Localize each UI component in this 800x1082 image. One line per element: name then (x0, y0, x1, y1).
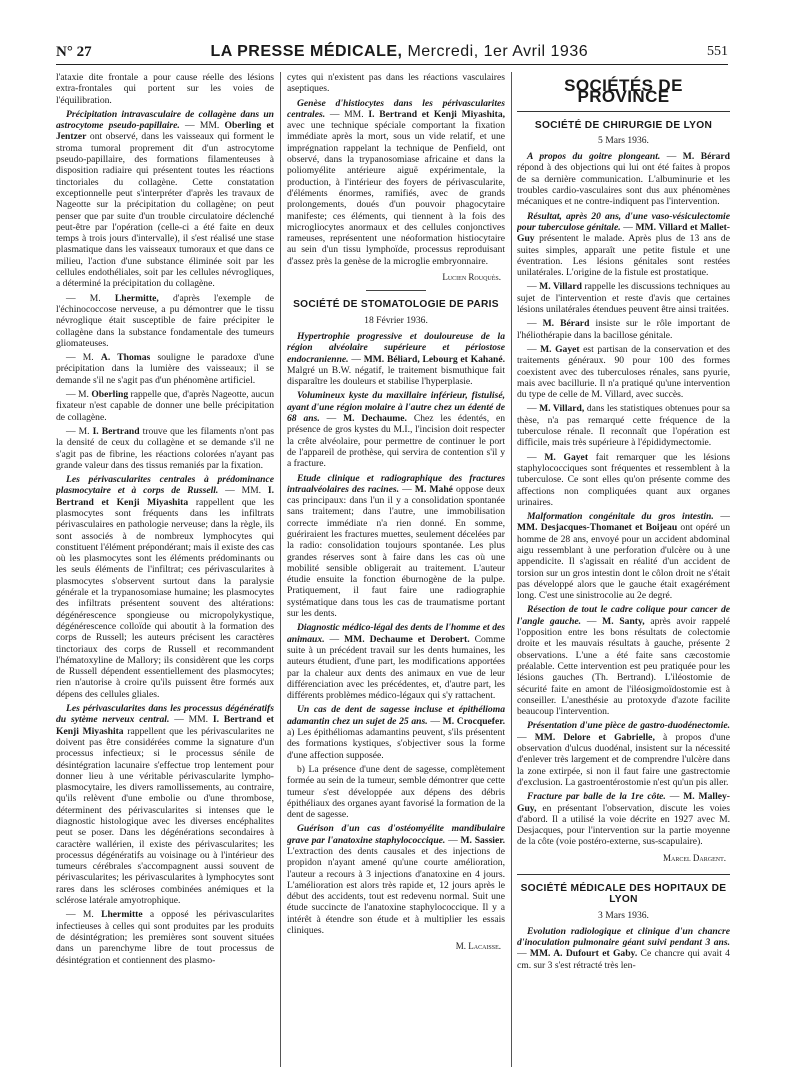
article: Diagnostic médico-légal des dents de l'homme et des animaux. — MM. Dechaume et Derobert. Comme suite à un précédent travail sur les dents humaines, les auteurs étudient, d'une part, les modifications apportées par la chaleur aux dents des animaux en vue de leur différenciation avec les précédentes, et, d'autre part, les différents problèmes médico-légaux qui s'y rattachent. (287, 622, 505, 702)
article-authors: I. Bertrand et Kenji Miyashita (56, 485, 274, 508)
article: Hypertrophie progressive et douloureuse de la région alvéolaire supérieure et périostose endocranienne. — MM. Béliard, Lebourg et Kahané. Malgré un B.W. négatif, le traitement bismuthique fait disparaître les douleurs et stabilise l'hyperplasie. (287, 330, 505, 388)
article-authors: M. Crocquefer. (442, 715, 505, 727)
separator (366, 290, 426, 291)
article-title: Résection de tout le cadre colique pour cancer de l'angle gauche. (517, 604, 730, 627)
article: Un cas de dent de sagesse incluse et épithélioma adamantin chez un sujet de 25 ans. — M. Crocquefer. a) Les épithéliomas adamantins peuvent, s'ils présentent des formations kystiques, s'objectiver sous la forme d'une affection supposée. (287, 704, 505, 761)
article-text: ont observé, dans les vaisseaux qui forment le stroma tumoral proprement dit d'un astrocytome pseudo-papillaire, des formations filamenteuses à disposition radiaire qui présentent toutes les réactions tinctoriales du collagène. Cette constatation exceptionnelle peut s'interpréter d'après les travaux de Nageotte sur la précipitation du collagène; on peut penser que par suite d'un trouble circulatoire déclenché peut-être par l'opération (celle-ci a été faite en deux temps à trois jours d'intervalle), il s'est réalisé une stase plasmatique dans les vaisseaux tumoraux et que dans ce milieu, l'action d'une substance éliminée soit par les cellules endothéliales, soit par les cellules névrogliques, a déterminé la précipitation du collagène. (56, 131, 274, 290)
discussion: — M. Villard rappelle les discussions techniques au sujet de l'intervention et reste d'avis que certaines lésions unilatérales étendues peuvent être ainsi traitées. (517, 281, 730, 316)
article-text: après avoir rappelé l'opposition entre les bons résultats de colectomie droite et les mauvais résultats à gauche, présente 2 observations. L'une a été faite sans cæcostomie préalable. Cette intervention est peu pratiquée pour les lésions gauches (Th. Bertrand). L'iléostomie de sécurité faite en amont de l'iléosigmoïdostomie est à conseiller. L'anesthésie au protoxyde d'azote facilite beaucoup l'intervention. (517, 615, 730, 718)
article: Résultat, après 20 ans, d'une vaso-vésiculectomie pour tuberculose génitale. — MM. Villard et Mallet-Guy présentent le malade. Après plus de 13 ans de suites simples, apparaît une petite fistule et une éventration. Les lésions génitales sont restées unilatérales. L'origine de la fistule est prostatique. (517, 210, 730, 279)
section-date: 18 Février 1936. (364, 314, 428, 326)
signature: Lucien Rouquès. (442, 272, 501, 283)
paragraph: cytes qui n'existent pas dans les réactions vasculaires aseptiques. (287, 72, 505, 95)
discussion: — M. Lhermitte, d'après l'exemple de l'échinococcose nerveuse, a pu démontrer que le tissu névroglique était susceptible de faire précipiter le collagène dans la substance fondamentale des tumeurs gliomateuses. (56, 292, 274, 349)
discussant: Lhermitte (101, 909, 143, 921)
discussion-text: rappelle les discussions techniques au sujet de l'intervention et reste d'avis que certaines lésions unilatérales étendues peuvent être ainsi traitées. (517, 281, 730, 316)
discussion: — M. Lhermitte a opposé les périvascularites infectieuses à celles qui sont produites par les produits de désintégration; les premières sont souvent situées dans un parenchyme libre de tout processus de désintégration et contiennent des plasmo- (56, 909, 274, 966)
column-right (517, 72, 730, 1072)
article: Malformation congénitale du gros intestin. — MM. Desjacques-Thomanet et Boijeau ont opéré un homme de 28 ans, envoyé pour un accident abdominal aigu ressemblant à une perforation d'ulcère ou à une appendicite. Il s'agissait en réalité d'un accident de torsion sur un gros intestin dont le côlon droit ne s'était pas développé alors que le gauche était exagérément long. C'est une sinistrocolie au 2e degré. (517, 511, 730, 602)
discussion-text: trouve que les filaments n'ont pas la densité de ceux du collagène et se demande s'il ne s'agit pas de fibrine, les réactions colorées n'ayant pas grande valeur dans des tissus remaniés par la fixation. (56, 425, 274, 471)
article-title: Guérison d'un cas d'ostéomyélite mandibulaire grave par l'anatoxine staphylococcique. (287, 823, 505, 846)
article-text: Ce chancre qui avait 4 cm. sur 3 s'est rétracté très len- (517, 948, 730, 971)
discussant: I. Bertrand (92, 425, 140, 437)
column-divider (280, 72, 281, 1067)
discussant: A. Thomas (100, 352, 151, 364)
article-text: présentent le malade. Après plus de 13 ans de suites simples, apparaît une petite fistule et une éventration. Les lésions génitales sont restées unilatérales. L'origine de la fistule est prostatique. (517, 233, 730, 279)
article-title: Les périvascularites centrales à prédominance plasmocytaire et à corps de Russell. (56, 474, 274, 497)
article-title: A propos du goitre plongeant. (527, 151, 661, 163)
article-authors: MM. Desjacques-Thomanet et Boijeau (517, 522, 678, 534)
article-title: Présentation d'une pièce de gastro-duodénectomie. (527, 720, 730, 732)
discussion: — M. A. Thomas souligne le paradoxe d'une précipitation dans la lumière des vaisseaux; il se demande s'il ne s'agit pas d'un phénomène artificiel. (56, 352, 274, 386)
article-authors: M. Sassier. (460, 834, 505, 846)
article-title: Hypertrophie progressive et douloureuse de la région alvéolaire supérieure et périostose endocranienne. (287, 330, 505, 365)
article: A propos du goitre plongeant. — M. Bérard répond à des objections qui lui ont été faites à propos de sa dernière communication. L'albuminurie et les troubles cardio-vasculaires sont dus aux phénomènes mécaniques et ne contre-indiquent pas l'intervention. (517, 151, 730, 208)
discussion-text: est partisan de la conservation et des traitements généraux. 90 pour 100 des formes coexistent avec des tuberculoses rénales, sans pyurie, mais avec bacillurie. Il n'a pratiqué qu'une intervention du type de celle de M. Villard, avec succès. (517, 343, 730, 401)
paragraph: l'ataxie dite frontale a pour cause réelle des lésions extra-frontales qui portent sur les voies de l'équilibration. (56, 72, 274, 106)
section-heading: SOCIÉTÉ DE CHIRURGIE DE LYON (534, 119, 713, 131)
section-date: 5 Mars 1936. (598, 134, 649, 146)
page-number: 551 (706, 44, 728, 59)
column-divider (511, 72, 512, 1067)
page-header (56, 40, 728, 65)
discussion: — M. Bérard insiste sur le rôle important de l'héliothérapie dans la bacillose génitale. (517, 318, 730, 341)
article-text: rappellent que les plasmocytes sont fréquents dans les infiltrats périvasculaires en pathologie nerveuse; dans la règle, ils sont associés à de nombreux lymphocytes qui constituent l'élément prépondérant; mais il existe des cas où les plasmocytes sont les éléments prédominants ou les seuls éléments de l'infiltrat; ces périvascularites à plasmocytes s'observent surtout dans la paralysie générale et la trypanosomiase humaine; les plasmocytes des infiltrats présentent souvent des altérations: dégénérescence spongieuse ou micropolykystique, dégénérescence colloïde qui aboutit à la formation des corps de Russell; les auteurs précisent les caractères tinctoriaux des corps de Russell et recommandent l'hématoxyline de Mallory; ils considèrent que les corps de Russell dépendent essentiellement des plasmocytes; rien n'autorise à croire qu'ils puissent être formés aux dépens des cellules gliales. (56, 496, 274, 700)
article-text: répond à des objections qui lui ont été faites à propos de sa dernière communication. L'albuminurie et les troubles cardio-vasculaires sont dus aux phénomènes mécaniques et ne contre-indiquent pas l'intervention. (517, 162, 730, 208)
section-heading: SOCIÉTÉ MÉDICALE DES HOPITAUX DE LYON (520, 883, 727, 906)
article: Résection de tout le cadre colique pour cancer de l'angle gauche. — M. Santy, après avoir rappelé l'opposition entre les bons résultats de colectomie droite et les mauvais résultats à gauche, présente 2 observations. L'une a été faite sans cæcostomie préalable. Cette intervention est peu pratiquée pour les lésions gauches (Th. Bertrand). L'iléostomie de sécurité faite en amont de l'iléosigmoïdostomie est à conseiller. L'anesthésie au protoxyde d'azote facilite beaucoup l'intervention. (517, 604, 730, 718)
article-text: à propos d'une observation d'ulcus duodénal, insistent sur la nécessité d'enlever très largement et de comprendre l'ulcère dans la zone extirpée, si non il faut faire une gastrectomie d'exclusion. La gastroentérostomie n'est qu'un pis aller. (517, 731, 730, 788)
article-authors: Oberling et Jentzer (56, 120, 274, 143)
article-authors: I. Bertrand et Kenji Miyashita, (368, 108, 505, 120)
journal-name: LA PRESSE MÉDICALE, (210, 43, 403, 60)
article-title: Malformation congénitale du gros intestin. (527, 511, 714, 523)
article-title: Résultat, après 20 ans, d'une vaso-vésiculectomie pour tuberculose génitale. (517, 210, 730, 233)
article-authors: MM. Dechaume et Derobert. (344, 633, 470, 645)
discussant: Lhermitte, (114, 292, 159, 304)
article-text: rappellent que les périvascularites ne doivent pas être considérées comme la signature d'un processus infectieux; si le processus sénile de désintégration lacunaire s'effectue trop lentement pour donner lieu à une véritable périvascularite lympho-plasmocytaire, les divers ramollissements, au contraire, qu'ils relèvent d'une embolie ou d'une thrombose, déterminent des périvascularites si intenses que le diagnostic histologique avec les diverses encéphalites peut se poser. Dans les dégénérations secondaires à caractère wallérien, il existe des périvascularites; les processus dégénératifs au voisinage ou à l'intérieur des tumeurs cérébrales s'accompagnent aussi souvent de périvascularites; les périvascularites à lymphocytes sont rares dans les scléroses combinées anémiques et la sclérose latérale amyotrophique. (56, 725, 274, 907)
article: Guérison d'un cas d'ostéomyélite mandibulaire grave par l'anatoxine staphylococcique. — M. Sassier. L'extraction des dents causales et des injections de propidon n'ayant amené qu'une courte amélioration, l'auteur a recours à 3 injections d'anatoxine en 4 jours. L'amélioration est alors très rapide et, 12 jours après le début des accidents, tout est redevenu normal. Suit une étude succincte de l'anatoxine staphylococcique. Il y a intérêt à étendre son étude et à multiplier les essais cliniques. (287, 823, 505, 937)
article-title: Un cas de dent de sagesse incluse et épithélioma adamantin chez un sujet de 25 ans. (287, 704, 505, 727)
discussion-text: d'après l'exemple de l'échinococcose nerveuse, a pu démontrer que le tissu névroglique était susceptible de faire précipiter le collagène dans la substance fondamentale des tumeurs gliomateuses. (56, 292, 274, 349)
article-text: a) Les épithéliomas adamantins peuvent, s'ils présentent des formations kystiques, s'objectiver sous la forme d'une affection supposée. (287, 727, 505, 761)
discussion-text: insiste sur le rôle important de l'héliothérapie dans la bacillose génitale. (517, 318, 730, 341)
article-title: Genèse d'histiocytes dans les périvascularites centrales. (287, 97, 505, 120)
article-text: ont opéré un homme de 28 ans, envoyé pour un accident abdominal aigu ressemblant à une perforation d'ulcère ou à une appendicite. Il s'agissait en réalité d'un accident de torsion sur un gros intestin dont le côlon droit ne s'était pas développé alors que le gauche était exagérément long. C'est une sinistrocolie au 2e degré. (517, 522, 730, 602)
article: Présentation d'une pièce de gastro-duodénectomie. — MM. Delore et Gabrielle, à propos d'une observation d'ulcus duodénal, insistent sur la nécessité d'enlever très largement et de comprendre l'ulcère dans la zone extirpée, si non il faut faire une gastrectomie d'exclusion. La gastroentérostomie n'est qu'un pis aller. (517, 720, 730, 788)
discussion: — M. Oberling rappelle que, d'après Nageotte, aucun fixateur n'est capable de donner une belle précipitation de collagène. (56, 389, 274, 423)
article-authors: M. Santy, (602, 615, 645, 627)
article-title: Fracture par balle de la 1re côte. (527, 791, 666, 803)
column-left (56, 72, 274, 1072)
discussant: M. Bérard (542, 318, 590, 330)
section-heading: SOCIÉTÉ DE STOMATOLOGIE DE PARIS (293, 299, 499, 311)
article: Volumineux kyste du maxillaire inférieur, fistulisé, ayant d'une région molaire à l'autre chez un édenté de 68 ans. — M. Dechaume. Chez les édentés, en présence de gros kystes du M.I., l'incision doit respecter la crête alvéolaire, pour permettre de continuer le port de l'appareil de prothèse, qui servira de contention s'il y a fracture. (287, 390, 505, 470)
article-title: Précipitation intravasculaire de collagène dans un astrocytome pseudo-papillaire. (56, 108, 274, 132)
article-text: Malgré un B.W. négatif, le traitement bismuthique fait disparaître les douleurs et stabilise l'hyperplasie. (287, 364, 505, 388)
article: Précipitation intravasculaire de collagène dans un astrocytome pseudo-papillaire. — MM. Oberling et Jentzer ont observé, dans les vaisseaux qui forment le stroma tumoral proprement dit d'un astrocytome pseudo-papillaire, des formations filamenteuses à disposition radiaire qui présentent toutes les réactions tinctoriales du collagène. Cette constatation exceptionnelle peut s'interpréter d'après les travaux de Nageotte sur la précipitation du collagène; on peut penser que par suite d'un trouble circulatoire déclenché peut-être par l'opération (celle-ci a été faite en deux temps à trois jours d'intervalle), il s'est réalisé une stase plasmatique dans les vaisseaux tumoraux et que dans ce milieu, l'action d'une substance éliminée soit par les cellules endothéliales, soit par les cellules névrogliques, a déterminé la précipitation du collagène. (56, 108, 274, 290)
column-middle (287, 72, 505, 1072)
discussion: — M. I. Bertrand trouve que les filaments n'ont pas la densité de ceux du collagène et se demande s'il ne s'agit pas de fibrine, les réactions colorées n'ayant pas grande valeur dans des tissus remaniés par la fixation. (56, 425, 274, 471)
article-authors: M. Mahé (414, 483, 453, 495)
discussant: M. Villard (539, 281, 582, 293)
article-authors: M. Dechaume. (343, 413, 407, 425)
discussion: — M. Gayet est partisan de la conservation et des traitements généraux. 90 pour 100 des formes coexistent avec des tuberculoses rénales, sans pyurie, mais avec bacillurie. Il n'a pratiqué qu'une intervention du type de celle de M. Villard, avec succès. (517, 343, 730, 401)
discussion-text: fait remarquer que les lésions staphylococciques sont fréquentes et ressemblent à la tuberculose. Ce sont elles qu'on présente comme des affections non compliquées quant aux organes urinaires. (517, 451, 730, 508)
article-text: en présentant l'observation, discute les voies d'abord. Il a utilisé la voie décrite en 1927 avec M. Desjacques, pour l'intervention sur la partie moyenne de la côte (voie postéro-externe, sus-scapulaire). (517, 802, 730, 848)
article-title: Les périvascularites dans les processus dégénératifs du sytème nerveux central. (56, 703, 274, 726)
discussion-text: rappelle que, d'après Nageotte, aucun fixateur n'est capable de donner une belle précipitation de collagène. (56, 389, 274, 423)
article-text: Comme suite à un précédent travail sur les dents humaines, les auteurs étudient, d'une part, les modifications apportées par la chaleur aux dents des animaux en vue de leur différenciation avec les précédentes, et, d'autre part, les différents problèmes médico-légaux qui s'y rattachent. (287, 633, 505, 702)
discussant: M. Gayet (544, 451, 589, 463)
discussion-text: souligne le paradoxe d'une précipitation dans la lumière des vaisseaux; il se demande s'il ne s'agit pas d'un phénomène artificiel. (56, 352, 274, 386)
issue-date: Mercredi, 1er Avril 1936 (407, 43, 589, 60)
article-text: Chez les édentés, en présence de gros kystes du M.I., l'incision doit respecter la crête alvéolaire, pour permettre de continuer le port de l'appareil de prothèse, qui servira de contention s'il y a fracture. (287, 413, 505, 470)
article-title: Volumineux kyste du maxillaire inférieur, fistulisé, ayant d'une région molaire à l'autre chez un édenté de 68 ans. (287, 390, 505, 425)
article: Les périvascularites dans les processus dégénératifs du sytème nerveux central. — MM. I. Bertrand et Kenji Miyashita rappellent que les périvascularites ne doivent pas être considérées comme la signature d'un processus infectieux; si le processus sénile de désintégration lacunaire s'effectue trop lentement pour donner lieu à une véritable périvascularite lympho-plasmocytaire, les divers ramollissements, au contraire, qu'ils relèvent d'une embolie ou d'une thrombose, déterminent des périvascularites si intenses que le diagnostic histologique avec les diverses encéphalites peut se poser. Dans les dégénérations secondaires à caractère wallérien, il existe des périvascularites; les processus dégénératifs au voisinage ou à l'intérieur des tumeurs cérébrales s'accompagnent aussi souvent de périvascularites; les périvascularites à lymphocytes sont rares dans les scléroses combinées anémiques et la sclérose latérale amyotrophique. (56, 703, 274, 907)
article: Evolution radiologique et clinique d'un chancre d'inoculation pulmonaire géant suivi pendant 3 ans. — MM. A. Dufourt et Gaby. Ce chancre qui avait 4 cm. sur 3 s'est rétracté très len- (517, 925, 730, 971)
article-title: Evolution radiologique et clinique d'un chancre d'inoculation pulmonaire géant suivi pendant 3 ans. (517, 925, 730, 949)
article: Genèse d'histiocytes dans les périvascularites centrales. — MM. I. Bertrand et Kenji Miyashita, avec une technique spéciale comportant la fixation immédiate après la mort, sous un vide relatif, et une imprégnation rappelant la technique de Penfield, ont observé, dans la trypanosomiase africaine et dans la poliomyélite antérieure aiguë expérimentale, la production, à l'intérieur des foyers de périvascularite, d'éléments énormes, ramifiés, avec de grands prolongements, doués d'un pouvoir phagocytaire manifeste; ces éléments, qui tiennent à la fois des microgliocytes anormaux et des cellules conjonctives rameuses, représentent une néoformation histiocytaire au sein d'un tissu lymphoïde, processus reproduisant d'assez près la genèse de la microglie embryonnaire. (287, 97, 505, 267)
discussion-text: dans les statistiques obtenues pour sa thèse, n'a pas remarqué cette fréquence de la tuberculose rénale. Il reconnaît que l'opération est difficile, mais très supérieure à l'épididymectomie. (517, 403, 730, 449)
article-text: oppose deux cas principaux: dans l'un il y a consolidation spontanée sans traitement; dans l'autre, une immobilisation correcte immédiate n'a rien donné. En somme, guériraient les fractures muettes, seulement décelées par la radio: consolidation toujours spontanée. Les plus grandes réserves sont à faire dans les cas où une mobilité sensible obligerait au traitement. L'auteur étudie ensuite la fonction éburnogène de la pulpe. Pratiquement, il faut faire une radiographie systématique dans tous les cas de traumatisme portant sur les dents. (287, 483, 505, 620)
article-text: avec une technique spéciale comportant la fixation immédiate après la mort, sous un vide relatif, et une imprégnation rappelant la technique de Penfield, ont observé, dans la trypanosomiase africaine et dans la poliomyélite antérieure aiguë expérimentale, la production, à l'intérieur des foyers de périvascularite, d'éléments énormes, ramifiés, avec de grands prolongements, doués d'un pouvoir phagocytaire manifeste; ces éléments, qui tiennent à la fois des microgliocytes anormaux et des cellules conjonctives rameuses, représentent une néoformation histiocytaire au sein d'un tissu lymphoïde, processus reproduisant d'assez près la genèse de la microglie embryonnaire. (287, 120, 505, 267)
discussion: — M. Gayet fait remarquer que les lésions staphylococciques sont fréquentes et ressemblent à la tuberculose. Ce sont elles qu'on présente comme des affections non compliquées quant aux organes urinaires. (517, 451, 730, 508)
discussant: M. Gayet (540, 343, 580, 355)
journal-header (210, 43, 588, 61)
separator (517, 874, 730, 875)
issue-number: N° 27 (56, 43, 92, 60)
article-title: Diagnostic médico-légal des dents de l'homme et des animaux. (287, 622, 505, 645)
discussant: Oberling (91, 389, 129, 401)
discussion-text: a opposé les périvascularites infectieuses à celles qui sont produites par les produits de désintégration; les premières sont souvent situées dans un parenchyme libre de tout processus de désintégration et contiennent des plasmo- (56, 909, 274, 966)
article-authors: M. Malley-Guy, (517, 791, 730, 814)
signature: Marcel Dargent. (663, 852, 726, 863)
article: Fracture par balle de la 1re côte. — M. Malley-Guy, en présentant l'observation, discute les voies d'abord. Il a utilisé la voie décrite en 1927 avec M. Desjacques, pour l'intervention sur la partie moyenne de la côte (voie postéro-externe, sus-scapulaire). (517, 791, 730, 848)
discussant: M. Villard, (539, 403, 585, 415)
article-title: Etude clinique et radiographique des fractures intraalvéolaires des racines. (287, 472, 505, 495)
article: Etude clinique et radiographique des fractures intraalvéolaires des racines. — M. Mahé oppose deux cas principaux: dans l'un il y a consolidation spontanée sans traitement; dans l'autre, une immobilisation correcte immédiate n'a rien donné. En somme, guériraient les fractures muettes, seulement décelées par la radio: consolidation toujours spontanée. Les plus grandes réserves sont à faire dans les cas où une mobilité sensible obligerait au traitement. L'auteur étudie ensuite la fonction éburnogène de la pulpe. Pratiquement, il faut faire une radiographie systématique dans tous les cas de traumatisme portant sur les dents. (287, 472, 505, 620)
article-authors: I. Bertrand et Kenji Miyashita (56, 714, 274, 737)
article-text: b) La présence d'une dent de sagesse, complètement formée au sein de la tumeur, semble démontrer que cette tumeur s'est développée aux dépens des débris épithéliaux des organes ayant favorisé la formation de la dent de sagesse. (287, 763, 505, 821)
signature: M. Lacaisse. (455, 941, 501, 952)
discussion: — M. Villard, dans les statistiques obtenues pour sa thèse, n'a pas remarqué cette fréquence de la tuberculose rénale. Il reconnaît que l'opération est difficile, mais très supérieure à l'épididymectomie. (517, 403, 730, 449)
article-authors: MM. A. Dufourt et Gaby. (529, 948, 638, 960)
main-section-title: SOCIÉTÉS DE PROVINCE (517, 78, 730, 112)
article-authors: M. Bérard (682, 151, 730, 163)
article-authors: MM. Villard et Mallet-Guy (517, 221, 730, 245)
article-text: L'extraction des dents causales et des injections de propidon n'ayant amené qu'une courte amélioration, l'auteur a recours à 3 injections d'anatoxine en 4 jours. L'amélioration est alors très rapide et, 12 jours après le début des accidents, tout est redevenu normal. Suit une étude succincte de l'anatoxine staphylococcique. Il y a intérêt à étendre son étude et à multiplier les essais cliniques. (287, 846, 505, 937)
article-authors: MM. Béliard, Lebourg et Kahané. (363, 353, 505, 365)
section-date: 3 Mars 1936. (598, 909, 649, 921)
article-authors: MM. Delore et Gabrielle, (534, 731, 655, 743)
article: Les périvascularites centrales à prédominance plasmocytaire et à corps de Russell. — MM. I. Bertrand et Kenji Miyashita rappellent que les plasmocytes sont fréquents dans les infiltrats périvasculaires en pathologie nerveuse; dans la règle, ils sont associés à de nombreux lymphocytes qui constituent l'élément prépondérant; mais il existe des cas où les plasmocytes sont les éléments prédominants ou les seuls éléments de l'infiltrat; ces périvascularites à plasmocytes s'observent surtout dans la paralysie générale et la trypanosomiase humaine; les plasmocytes des infiltrats présentent souvent des altérations: dégénérescence spongieuse ou micropolykystique, dégénérescence colloïde qui aboutit à la formation des corps de Russell; les auteurs précisent les caractères tinctoriaux des corps de Russell et recommandent l'hématoxyline de Mallory; ils considèrent que les corps de Russell dépendent essentiellement des plasmocytes; rien n'autorise à croire qu'ils puissent être formés aux dépens des cellules gliales. (56, 474, 274, 700)
